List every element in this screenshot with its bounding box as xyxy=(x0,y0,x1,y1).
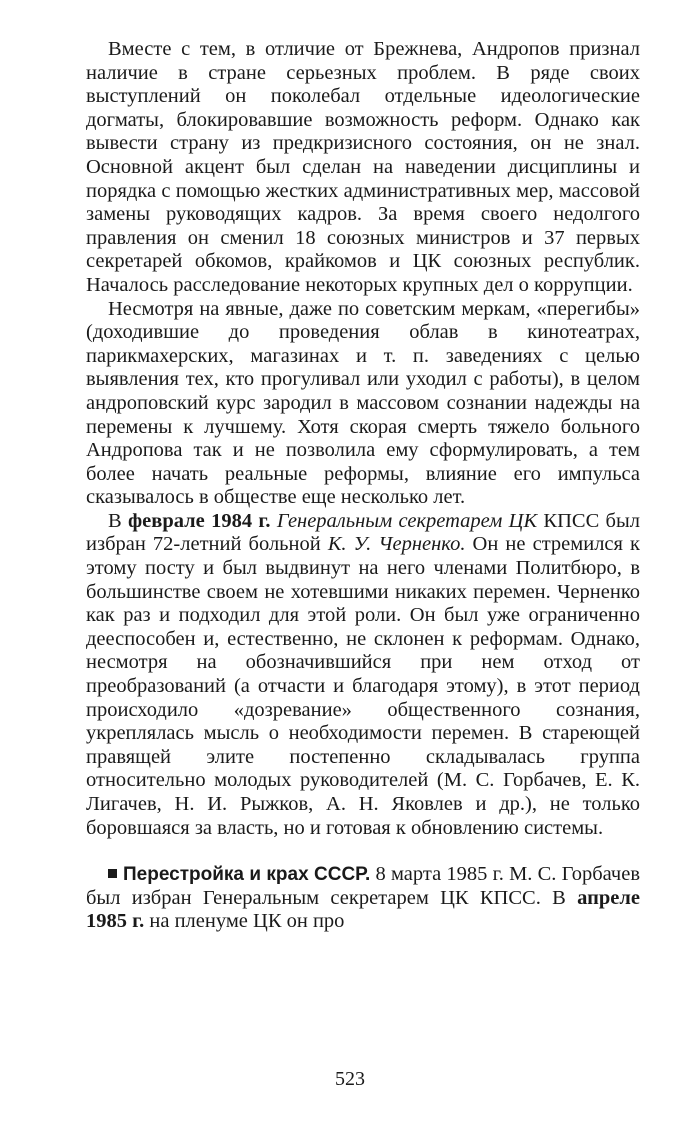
paragraph-andropov xyxy=(86,38,640,298)
section-gap xyxy=(86,840,640,863)
page-number: 523 xyxy=(335,1068,365,1090)
paragraph-text: Он не стремился к этому посту и был выдвинут на него членами Политбюро, в большинстве своем не хотевшими никаких перемен. Черненко как раз и подходил для этой роли. Он был уже ограниченно дееспособен и, естественно, не склонен к реформам. Однако, несмотря на обозначившийся при нем отход от преобразований (а отчасти и благодаря этому), в этот период происходило «дозревание» общественного сознания, укреплялась мысль о необходимости перемен. В стареющей правящей элите постепенно складывалась группа относительно молодых руководителей (М. С. Горбачев, Е. К. Лигачев, Н. И. Рыжков, А. Н. Яковлев и др.), не только боровшаяся за власть, но и готовая к обновлению системы. xyxy=(86,533,640,839)
paragraph-text: В xyxy=(108,509,128,532)
title-emphasis: Генеральным секретарем ЦК xyxy=(276,509,538,532)
paragraph-text: Несмотря на явные, даже по советским меркам, «перегибы» (доходившие до проведения облав в кинотеатрах, парикмахерских, магазинах и т. п. заведениях с целью выявления тех, кто прогуливал или уходил с работы), в целом андроповский курс зародил в массовом сознании надежды на перемены к лучшему. Хотя скорая смерть тяжело больного Андропова так и не позволила ему сформулировать, а тем более начать реальные реформы, влияние его импульса сказывалось в обществе еще несколько лет. xyxy=(86,297,640,509)
page-body xyxy=(86,38,640,934)
paragraph-perestroika xyxy=(86,863,640,934)
paragraph-chernenko xyxy=(86,510,640,840)
section-heading-text: Перестройка и крах СССР. xyxy=(123,864,371,886)
date-emphasis: апреле 1985 г. xyxy=(86,886,640,933)
paragraph-text: 8 марта 1985 г. М. С. Горбачев был избран Генеральным секретарем ЦК КПСС. В xyxy=(86,863,640,909)
paragraph-text: КПСС был избран 72-летний больной xyxy=(86,509,640,556)
paragraph-andropov-legacy xyxy=(86,298,640,510)
square-bullet-icon xyxy=(108,869,117,878)
name-emphasis: К. У. Черненко. xyxy=(327,533,466,556)
section-heading xyxy=(108,864,370,885)
date-emphasis: феврале 1984 г. xyxy=(128,509,271,532)
paragraph-text: Вместе с тем, в отличие от Брежнева, Андропов признал наличие в стране серьезных проблем. В ряде своих выступлений он поколебал отдельные идеологические догматы, блокировавшие возможность реформ. Однако как вывести страну из предкризисного состояния, он не знал. Основной акцент был сделан на наведении дисциплины и порядка с помощью жестких административных мер, массовой замены руководящих кадров. За время своего недолгого правления он сменил 18 союзных министров и 37 первых секретарей обкомов, крайкомов и ЦК союзных республик. Началось расследование некоторых крупных дел о коррупции. xyxy=(86,38,640,296)
paragraph-text: на пленуме ЦК он про xyxy=(144,910,345,933)
